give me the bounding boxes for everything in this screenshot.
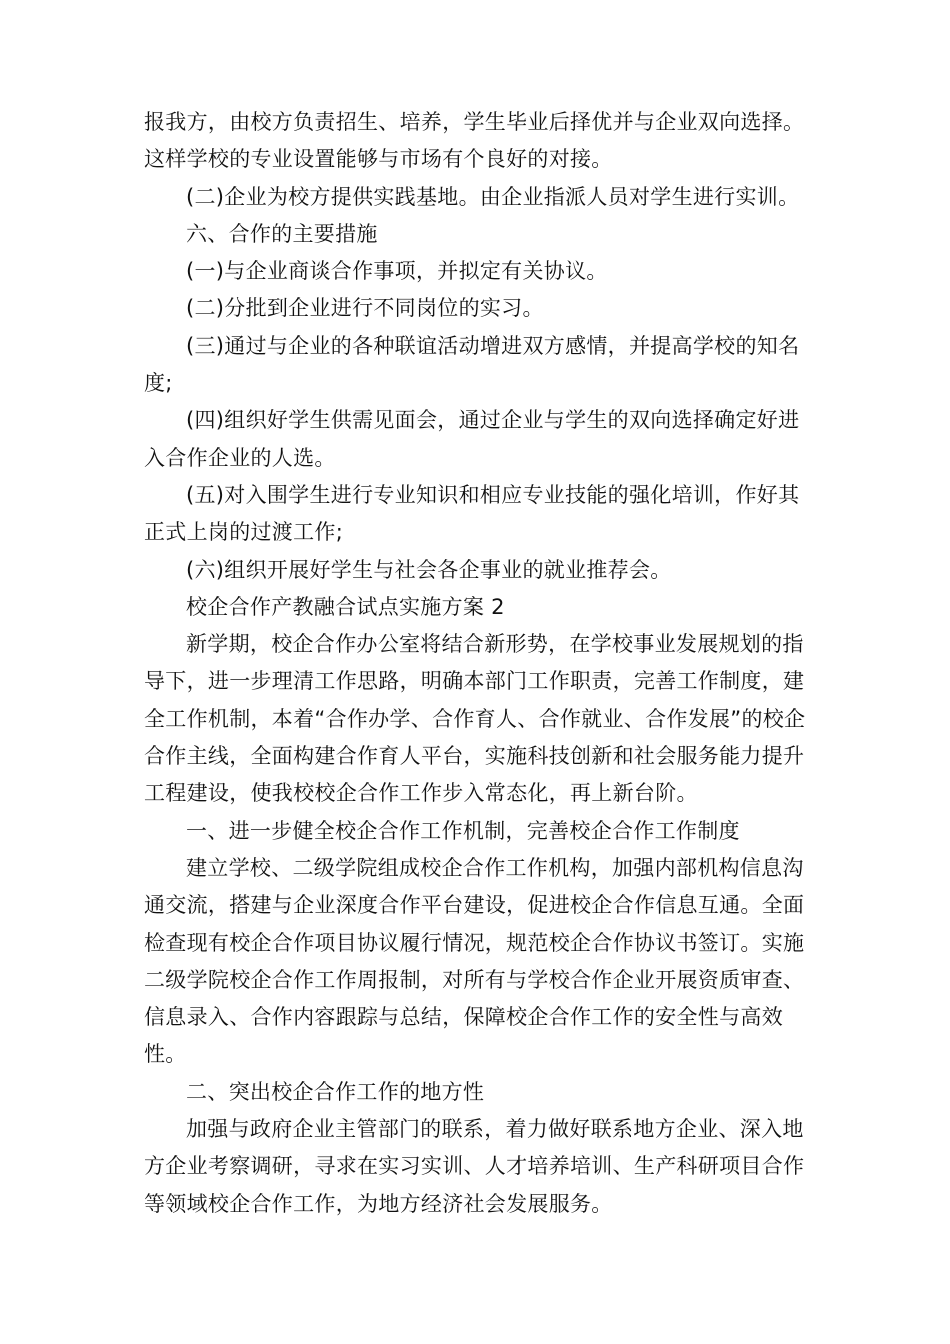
section-heading: 六、合作的主要措施	[186, 221, 378, 246]
paragraph: 建立学校、二级学院组成校企合作工作机构，加强内部机构信息沟通交流，搭建与企业深度合作平台建设，促进校企合作信息互通。全面检查现有校企合作项目协议履行情况，规范校企合作协议书签订。实施二级学院校企合作工作周报制，对所有与学校合作企业开展资质审查、信息录入、合作内容跟踪与总结，保障校企合作工作的安全性与高效性。	[144, 855, 805, 1067]
paragraph: 新学期，校企合作办公室将结合新形势，在学校事业发展规划的指导下，进一步理清工作思路，明确本部门工作职责，完善工作制度，建全工作机制，本着“合作办学、合作育人、合作就业、合作发展”的校企合作主线，全面构建合作育人平台，实施科技创新和社会服务能力提升工程建设，使我校校企合作工作步入常态化，再上新台阶。	[144, 632, 806, 806]
section-heading: 一、进一步健全校企合作工作机制，完善校企合作工作制度	[186, 818, 740, 843]
paragraph: (四)组织好学生供需见面会，通过企业与学生的双向选择确定好进入合作企业的人选。	[144, 408, 800, 470]
paragraph: (二)企业为校方提供实践基地。由企业指派人员对学生进行实训。	[186, 184, 800, 209]
paragraph: (六)组织开展好学生与社会各企事业的就业推荐会。	[186, 557, 672, 582]
paragraph: (一)与企业商谈合作事项，并拟定有关协议。	[186, 259, 608, 284]
document-subtitle: 校企合作产教融合试点实施方案 2	[186, 594, 505, 619]
section-heading: 二、突出校企合作工作的地方性	[186, 1079, 485, 1104]
paragraph: 加强与政府企业主管部门的联系，着力做好联系地方企业、深入地方企业考察调研，寻求在实习实训、人才培养培训、生产科研项目合作等领域校企合作工作，为地方经济社会发展服务。	[144, 1117, 805, 1216]
paragraph: (二)分批到企业进行不同岗位的实习。	[186, 296, 544, 321]
paragraph: 报我方，由校方负责招生、培养，学生毕业后择优并与企业双向选择。这样学校的专业设置能够与市场有个良好的对接。	[144, 110, 805, 172]
paragraph: (三)通过与企业的各种联谊活动增进双方感情，并提高学校的知名度;	[144, 333, 800, 396]
paragraph: (五)对入围学生进行专业知识和相应专业技能的强化培训，作好其正式上岗的过渡工作;	[144, 482, 800, 545]
document-body	[144, 104, 816, 1223]
